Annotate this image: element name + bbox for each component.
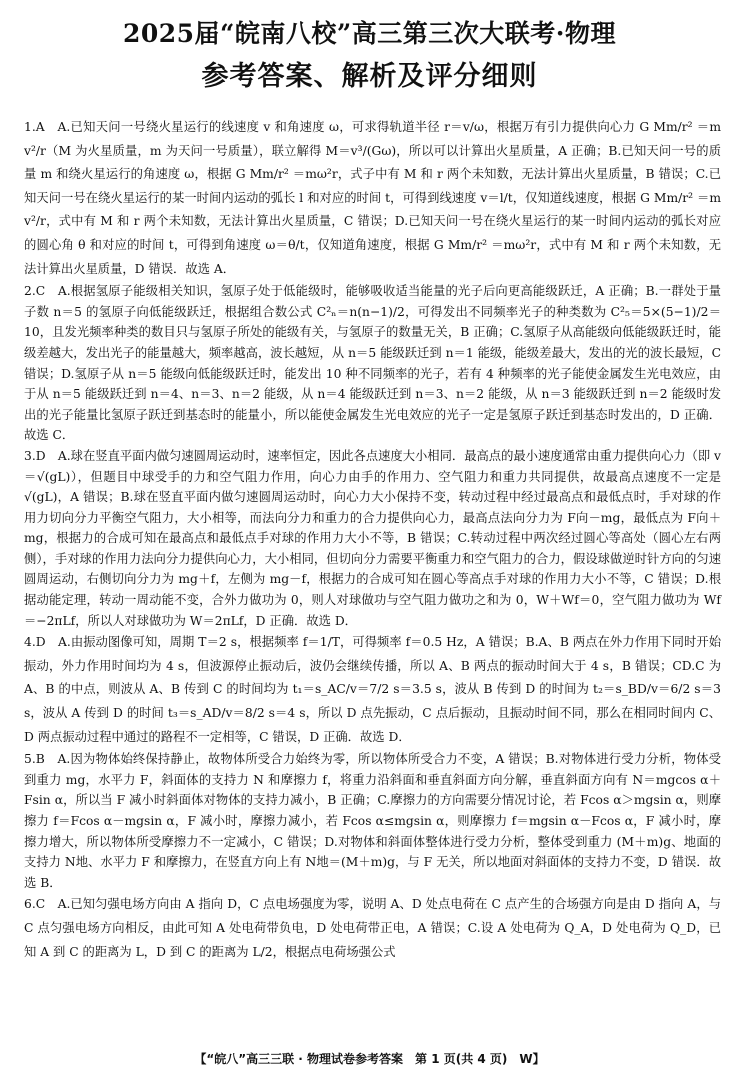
answer-item-4 — [24, 631, 721, 749]
answer-text: 3.D A.球在竖直平面内做匀速圆周运动时，速率恒定，因此各点速度大小相同．最高点的最小速度通常由重力提供向心力（即 v＝√(gL)），但题目中球受手的力和空气阻力作用，向心力由手的作用力、空气阻力和重力共同提供，故最高点速度不一定是 √(gL)，A 错误；B.球在竖直平面内做匀速圆周运动时，向心力大小保持不变，转动过程中经过最高点和最低点时，手对球的作用力切向分力平衡空气阻力，大小相等，而法向分力和重力的合力提供向心力，最高点法向分力为 F向－mg，最低点为 F向＋mg，根据力的合成可知在最高点和最低点手对球的作用力大小不等，B 错误；C.转动过程中两次经过圆心等高处（圆心左右两侧），手对球的作用力法向分力提供向心力，大小相同，但切向分力需要平衡重力和空气阻力的合力，假设球做逆时针方向的匀速圆周运动，右侧切向分力为 mg＋f，左侧为 mg－f，根据力的合成可知在圆心等高点手对球的作用力大小不等，C 错误；D.根据动能定理，转动一周动能不变，合外力做功为 0，则人对球做功与空气阻力做功之和为 0，W＋Wf＝0，空气阻力做功为 Wf＝−2πLf，所以人对球做功为 W＝2πLf，D 正确．故选 D． — [24, 448, 721, 628]
answer-text: 6.C A.已知匀强电场方向由 A 指向 D，C 点电场强度为零，说明 A、D 处点电荷在 C 点产生的合场强方向是由 D 指向 A，与 C 点匀强电场方向相反，由此可知 A 处电荷带负电，D 处电荷带正电，A 错误；C.设 A 处电荷为 Q_A，D 处电荷为 Q_D，已知 A 到 C 的距离为 L，D 到 C 的距离为 L/2，根据点电荷场强公式 — [24, 897, 721, 959]
answer-item-3 — [24, 446, 721, 631]
answer-text: 2.C A.根据氢原子能级相关知识，氢原子处于低能级时，能够吸收适当能量的光子后向更高能级跃迁，A 正确；B.一群处于量子数 n＝5 的氢原子向低能级跃迁，根据组合数公式 C²ₙ＝n(n−1)/2，可得发出不同频率光子的种类数为 C²₅＝5×(5−1)/2＝10，且发光频率种类的数目只与氢原子所处的能级有关，与氢原子的数量无关，B 正确；C.氢原子从高能级向低能级跃迁时，能级差越大，发出光子的能量越大，频率越高，波长越短，从 n＝5 能级跃迁到 n＝1 能级，能级差最大，发出的光的波长最短，C 错误；D.氢原子从 n＝5 能级向低能级跃迁时，能发出 10 种不同频率的光子，若有 4 种频率的光子能使金属发生光电效应，由于从 n＝5 能级跃迁到 n＝4、n＝3、n＝2 能级，从 n＝4 能级跃迁到 n＝3、n＝2 能级，从 n＝3 能级跃迁到 n＝2 能级时发出的光子能量比氢原子跃迁到基态时的能量小，所以能使金属发生光电效应的光子一定是氢原子跃迁到基态时发出的，D 正确．故选 C． — [24, 284, 721, 443]
answer-item-1 — [24, 116, 721, 281]
document-subtitle: 参考答案、解析及评分细则 — [201, 61, 538, 92]
answer-text: 5.B A.因为物体始终保持静止，故物体所受合力始终为零，所以物体所受合力不变，A 错误；B.对物体进行受力分析，物体受到重力 mg，水平力 F，斜面体的支持力 N 和摩擦力 f，将重力沿斜面和垂直斜面方向分解，垂直斜面方向有 N＝mgcos α＋Fsin α，所以当 F 减小时斜面体对物体的支持力减小，B 正确；C.摩擦力的方向需要分情况讨论，若 Fcos α＞mgsin α，则摩擦力 f＝Fcos α－mgsin α，F 减小时，摩擦力减小，若 Fcos α≤mgsin α，则摩擦力 f＝mgsin α－Fcos α，F 减小时，摩擦力增大，所以物体所受摩擦力不一定减小，C 错误；D.对物体和斜面体整体进行受力分析，整体受到重力 (M＋m)g、地面的支持力 N地、水平力 F 和摩擦力，在竖直方向上有 N地＝(M＋m)g，与 F 无关，所以地面对斜面体的支持力不变，D 错误．故选 B． — [24, 752, 721, 890]
document-title: 2025届“皖南八校”高三第三次大联考·物理 — [122, 19, 617, 48]
answer-text: 4.D A.由振动图像可知，周期 T＝2 s，根据频率 f＝1/T，可得频率 f＝0.5 Hz，A 错误；B.A、B 两点在外力作用下同时开始振动，外力作用时间均为 4 s，但波源停止振动后，波仍会继续传播，所以 A、B 两点的振动时间大于 4 s，B 错误；CD.C 为 A、B 的中点，则波从 A、B 传到 C 的时间均为 t₁＝s_AC/v＝7/2 s＝3.5 s，波从 B 传到 D 的时间为 t₂＝s_BD/v＝6/2 s＝3 s，波从 A 传到 D 的时间 t₃＝s_AD/v＝8/2 s＝4 s，所以 D 点先振动，C 点后振动，且振动时间不同，那么在相同时间内 C、D 两点振动过程中通过的路程不一定相等，C 错误，D 正确．故选 D． — [24, 635, 721, 744]
answer-text: 1.A A.已知天问一号绕火星运行的线速度 v 和角速度 ω，可求得轨道半径 r＝v/ω，根据万有引力提供向心力 G Mm/r² ＝m v²/r（M 为火星质量，m 为天问一号质量），联立解得 M＝v³/(Gω)，所以可以计算出火星质量，A 正确；B.已知天问一号的质量 m 和绕火星运行的角速度 ω，根据 G Mm/r² ＝mω²r，式子中有 M 和 r 两个未知数，无法计算出火星质量，B 错误；C.已知天问一号在绕火星运行的某一时间内运动的弧长 l 和对应的时间 t，可得到线速度 v＝l/t，仅知道线速度，根据 G Mm/r² ＝m v²/r，式中有 M 和 r 两个未知数，无法计算出火星质量，C 错误；D.已知天问一号在绕火星运行的某一时间内运动的弧长对应的圆心角 θ 和对应的时间 t，可得到角速度 ω＝θ/t，仅知道角速度，根据 G Mm/r² ＝mω²r，式中有 M 和 r 两个未知数，无法计算出火星质量，D 错误．故选 A． — [24, 120, 721, 276]
answer-list — [24, 116, 721, 964]
page-footer: 【“皖八”高三三联 · 物理试卷参考答案 第 1 页(共 4 页) W】 — [194, 1052, 545, 1066]
answer-item-5 — [24, 749, 721, 893]
answer-item-2 — [24, 281, 721, 446]
answer-item-6 — [24, 893, 721, 964]
